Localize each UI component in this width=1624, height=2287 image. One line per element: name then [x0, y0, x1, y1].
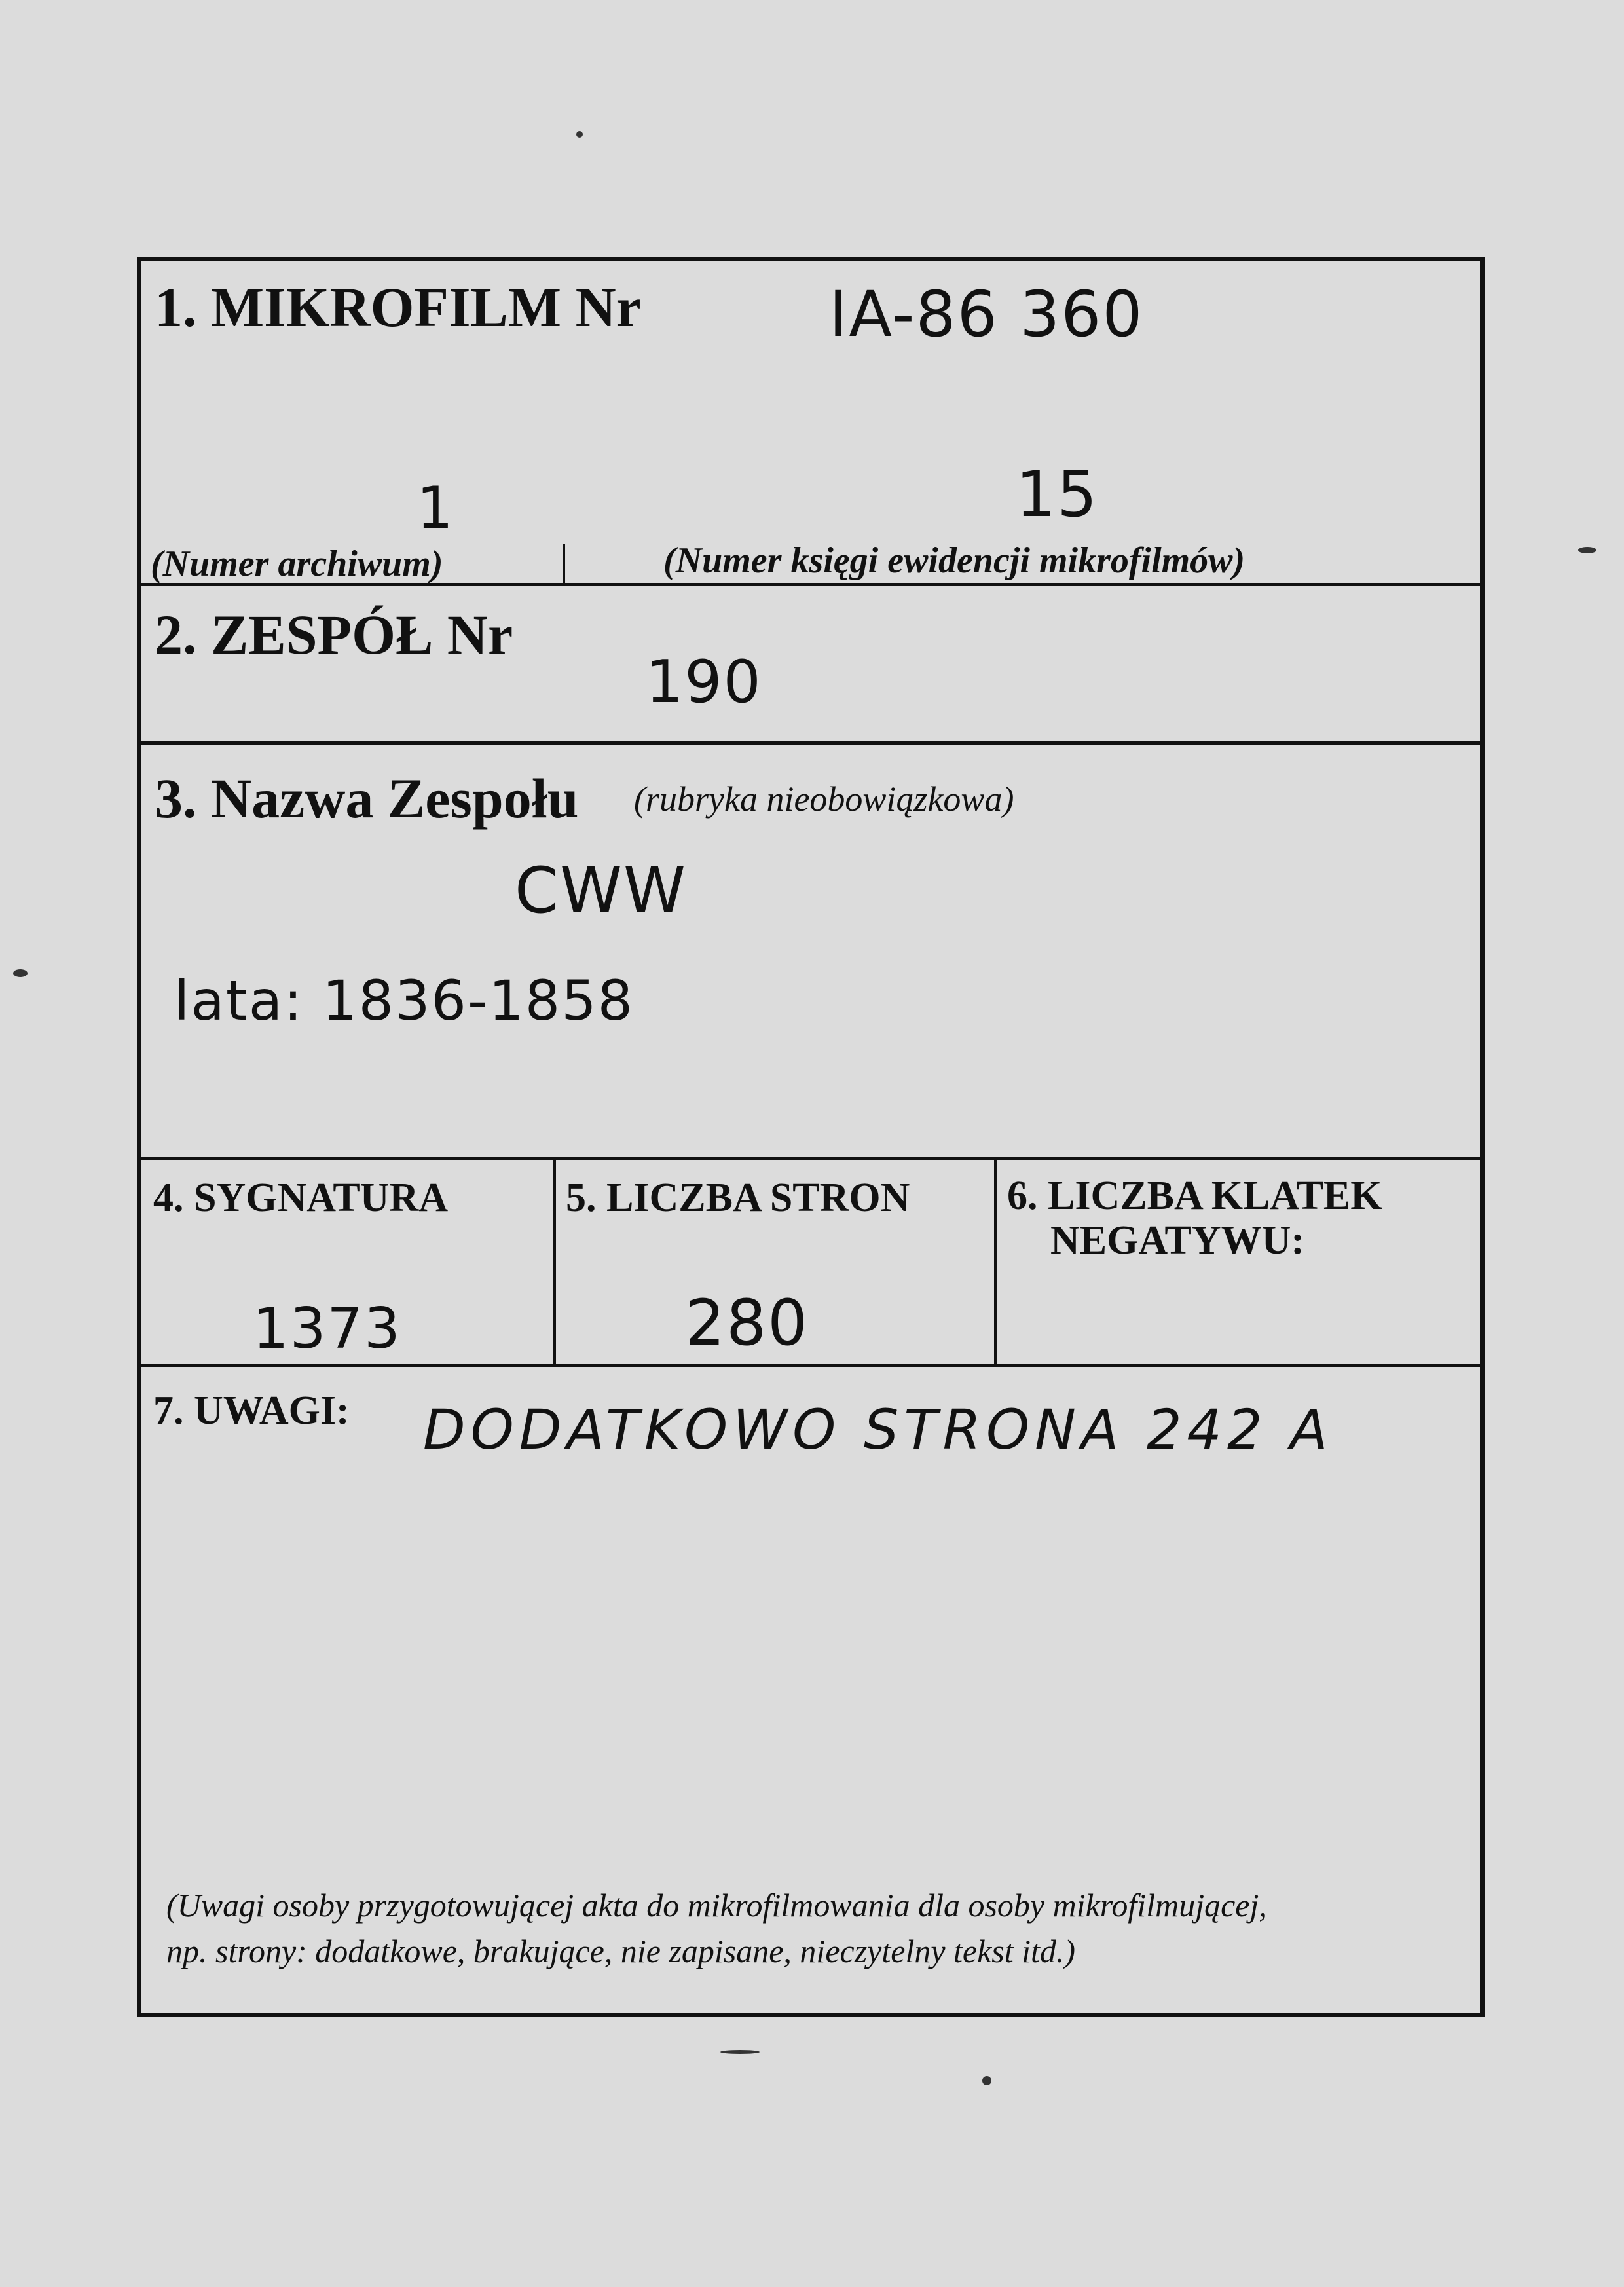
zespol-name-value: CWW	[515, 854, 687, 927]
zespol-years-value: lata: 1836-1858	[174, 969, 635, 1033]
frame-count-label-line1: 6. LICZBA KLATEK	[1007, 1174, 1382, 1218]
sygnatura-value: 1373	[253, 1296, 401, 1362]
remarks-label: 7. UWAGI:	[153, 1388, 350, 1433]
zespol-label: 2. ZESPÓŁ Nr	[155, 603, 513, 666]
scan-speck	[13, 969, 28, 977]
frame-count-label-line2: NEGATYWU:	[1050, 1218, 1305, 1263]
zespol-name-optional-note: (rubryka nieobowiązkowa)	[634, 779, 1014, 819]
archive-register-separator	[563, 544, 565, 585]
remarks-note-line2: np. strony: dodatkowe, brakujące, nie zapisane, nieczytelny tekst itd.)	[166, 1933, 1076, 1969]
register-number: 15	[1016, 458, 1099, 531]
column-divider	[553, 1157, 556, 1366]
microfilm-label: 1. MIKROFILM Nr	[155, 276, 641, 339]
scan-speck	[720, 2050, 760, 2054]
archive-number: 1	[416, 474, 454, 542]
scan-speck	[982, 2076, 991, 2085]
page-count-value: 280	[685, 1286, 809, 1360]
scan-speck	[576, 131, 583, 138]
row-divider	[141, 741, 1480, 745]
row-divider	[141, 1157, 1480, 1160]
row-divider	[141, 1364, 1480, 1367]
archive-number-label: (Numer archiwum)	[151, 544, 443, 584]
microfilm-number: IA-86 360	[829, 278, 1144, 351]
column-divider	[994, 1157, 997, 1366]
page-count-label: 5. LICZBA STRON	[566, 1176, 910, 1220]
zespol-number: 190	[646, 648, 762, 716]
remarks-note-line1: (Uwagi osoby przygotowującej akta do mikrofilmowania dla osoby mikrofilmującej,	[166, 1887, 1267, 1924]
zespol-name-label: 3. Nazwa Zespołu	[155, 767, 579, 830]
sygnatura-label: 4. SYGNATURA	[153, 1176, 449, 1220]
register-number-label: (Numer księgi ewidencji mikrofilmów)	[663, 540, 1246, 581]
remarks-value: DODATKOWO STRONA 242 A	[423, 1398, 1333, 1462]
scan-speck	[1578, 547, 1596, 553]
microfilm-record-card	[137, 257, 1485, 2017]
